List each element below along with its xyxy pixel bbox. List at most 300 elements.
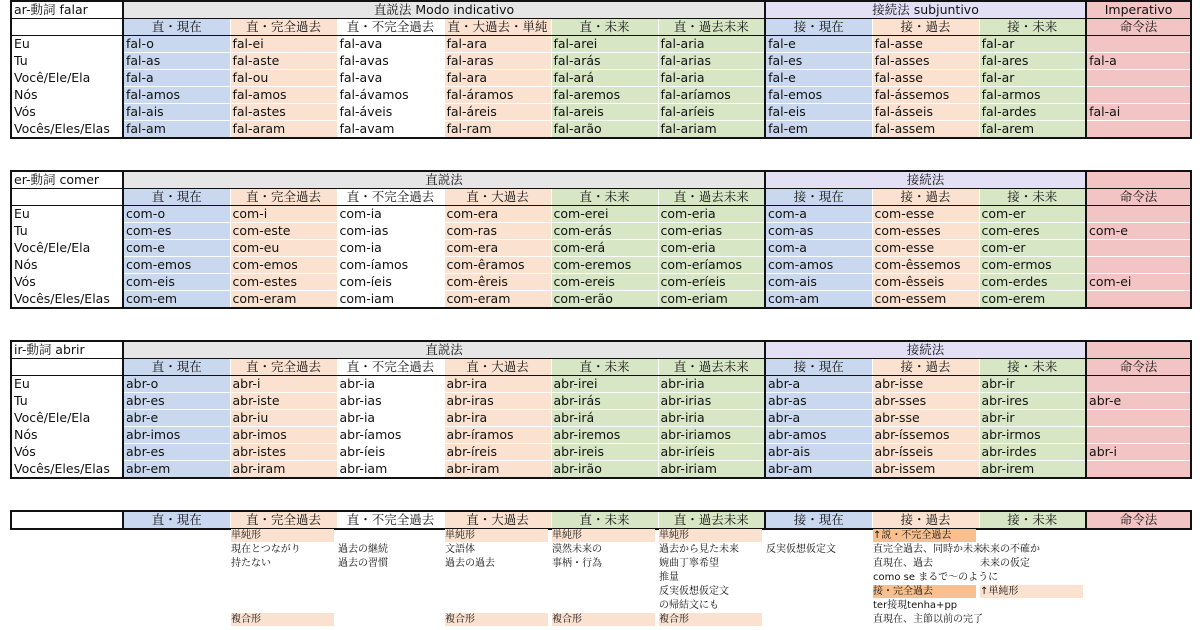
conjugation-cell: com-eria <box>658 240 765 257</box>
conjugation-cell <box>1086 461 1191 479</box>
tense-header: 接・過去 <box>872 19 979 36</box>
table-row <box>11 36 1191 53</box>
tense-header: 直・大過去 <box>444 359 551 376</box>
conjugation-cell: com-erem <box>979 291 1086 309</box>
usage-note: ↑説・不完全過去 <box>873 529 976 542</box>
tense-header: 直・不完全過去 <box>337 19 444 36</box>
conjugation-cell: abr-em <box>123 461 230 479</box>
conjugation-cell: abr-iste <box>230 393 337 410</box>
person-header-blank <box>11 189 123 206</box>
conjugation-cell: fal-aremos <box>551 87 658 104</box>
conjugation-cell: fal-asse <box>872 70 979 87</box>
conjugation-cell: fal-ar <box>979 36 1086 53</box>
conjugation-cell: com-emos <box>230 257 337 274</box>
usage-note: 過去の習慣 <box>338 558 388 569</box>
conjugation-cell: com-er <box>979 240 1086 257</box>
usage-note: 未来の仮定 <box>980 558 1030 569</box>
usage-note: 単純形 <box>552 529 655 542</box>
conjugation-cell: com-êssemos <box>872 257 979 274</box>
person-label: Nós <box>11 87 123 104</box>
imperative-header <box>1086 171 1191 189</box>
conjugation-cell: abr-irão <box>551 461 658 479</box>
conjugation-cell: abr-es <box>123 393 230 410</box>
conjugation-cell: com-esses <box>872 223 979 240</box>
table-row <box>11 240 1191 257</box>
conjugation-cell: fal-ássemos <box>872 87 979 104</box>
conjugation-cell: fal-ará <box>551 70 658 87</box>
conjugation-cell: com-erei <box>551 206 658 223</box>
person-label: Nós <box>11 257 123 274</box>
conjugation-cell: com-ras <box>444 223 551 240</box>
conjugation-cell: fal-am <box>123 121 230 139</box>
tense-header: 直・不完全過去 <box>337 189 444 206</box>
conjugation-cell: abr-ias <box>337 393 444 410</box>
tense-header: 直・現在 <box>123 19 230 36</box>
tense-header: 命令法 <box>1086 19 1191 36</box>
table-row <box>11 461 1191 479</box>
conjugation-cell: abr-iriam <box>658 461 765 479</box>
tense-header: 命令法 <box>1086 511 1191 529</box>
tense-header: 直・現在 <box>123 359 230 376</box>
table-row <box>11 444 1191 461</box>
conjugation-cell: fal-ariam <box>658 121 765 139</box>
conjugation-cell: abr-irem <box>979 461 1086 479</box>
conjugation-cell: fal-es <box>765 53 872 70</box>
person-label: Você/Ele/Ela <box>11 70 123 87</box>
conjugation-cell: fal-ei <box>230 36 337 53</box>
conjugation-cell: com-esse <box>872 240 979 257</box>
usage-note: ↑単純形 <box>980 585 1083 598</box>
conjugation-cell: com-era <box>444 206 551 223</box>
conjugation-cell: fal-ais <box>123 104 230 121</box>
usage-note: 反実仮想仮定文 <box>766 544 836 555</box>
conjugation-cell: fal-ávamos <box>337 87 444 104</box>
conjugation-cell: fal-áreis <box>444 104 551 121</box>
conjugation-cell: abr-íssemos <box>872 427 979 444</box>
tense-header: 接・現在 <box>765 189 872 206</box>
conjugation-cell <box>1086 121 1191 139</box>
conjugation-cell: com-a <box>765 206 872 223</box>
usage-note: 漠然未来の <box>552 544 602 555</box>
conjugation-cell: com-eram <box>444 291 551 309</box>
conjugation-cell: abr-iam <box>337 461 444 479</box>
tense-header: 接・未来 <box>979 511 1086 529</box>
conjugation-table-1 <box>10 0 1192 139</box>
conjugation-cell: abr-iria <box>658 410 765 427</box>
conjugation-cell: com-i <box>230 206 337 223</box>
conjugation-cell: abr-e <box>1086 393 1191 410</box>
indicative-header: 直説法 Modo indicativo <box>123 1 765 19</box>
conjugation-cell: abr-ia <box>337 410 444 427</box>
conjugation-cell: com-ia <box>337 240 444 257</box>
conjugation-cell: com-eremos <box>551 257 658 274</box>
conjugation-cell: com-eríeis <box>658 274 765 291</box>
usage-note: の帰結文にも <box>659 600 719 611</box>
conjugation-cell: com-es <box>123 223 230 240</box>
conjugation-cell: abr-íramos <box>444 427 551 444</box>
tense-header: 直・大過去 <box>444 189 551 206</box>
person-header-blank <box>11 19 123 36</box>
conjugation-cell: abr-ia <box>337 376 444 393</box>
tense-header: 直・未来 <box>551 511 658 529</box>
usage-note: como se まるで～のように <box>873 572 999 583</box>
conjugation-cell: com-erias <box>658 223 765 240</box>
conjugation-cell: com-amos <box>765 257 872 274</box>
conjugation-cell: com-íeis <box>337 274 444 291</box>
conjugation-table-2 <box>10 170 1192 309</box>
conjugation-cell: abr-am <box>765 461 872 479</box>
conjugation-cell: abr-irias <box>658 393 765 410</box>
conjugation-cell <box>1086 291 1191 309</box>
person-label: Eu <box>11 376 123 393</box>
person-label: Vós <box>11 444 123 461</box>
table-row <box>11 427 1191 444</box>
person-label: Eu <box>11 206 123 223</box>
conjugation-cell: abr-iria <box>658 376 765 393</box>
conjugation-cell: fal-asses <box>872 53 979 70</box>
person-header-blank <box>11 359 123 376</box>
conjugation-cell: abr-irdes <box>979 444 1086 461</box>
person-label: Tu <box>11 223 123 240</box>
usage-note: 複合形 <box>445 613 548 626</box>
conjugation-cell: fal-aste <box>230 53 337 70</box>
conjugation-cell: fal-o <box>123 36 230 53</box>
table-row <box>11 70 1191 87</box>
conjugation-cell: com-ia <box>337 206 444 223</box>
conjugation-cell: fal-armos <box>979 87 1086 104</box>
usage-note: 複合形 <box>231 613 334 626</box>
tense-header: 接・過去 <box>872 359 979 376</box>
usage-note: 反実仮想仮定文 <box>659 586 729 597</box>
indicative-header: 直説法 <box>123 341 765 359</box>
conjugation-cell: fal-aras <box>444 53 551 70</box>
tense-header: 直・大過去 <box>444 511 551 529</box>
person-label: Vocês/Eles/Elas <box>11 291 123 309</box>
conjugation-cell: fal-assem <box>872 121 979 139</box>
conjugation-cell: abr-irmos <box>979 427 1086 444</box>
conjugation-cell: abr-iu <box>230 410 337 427</box>
conjugation-cell: fal-e <box>765 70 872 87</box>
conjugation-cell: com-as <box>765 223 872 240</box>
conjugation-cell: fal-aram <box>230 121 337 139</box>
imperative-header <box>1086 341 1191 359</box>
conjugation-cell: fal-arei <box>551 36 658 53</box>
usage-note: 過去の過去 <box>445 558 495 569</box>
tense-header: 直・過去未来 <box>658 189 765 206</box>
conjugation-cell: abr-íeis <box>337 444 444 461</box>
conjugation-cell: com-iam <box>337 291 444 309</box>
person-label: Nós <box>11 427 123 444</box>
tense-header: 直・過去未来 <box>658 511 765 529</box>
conjugation-cell: com-esse <box>872 206 979 223</box>
table-row <box>11 393 1191 410</box>
table-row <box>11 291 1191 309</box>
conjugation-cell: fal-áramos <box>444 87 551 104</box>
conjugation-cell: abr-es <box>123 444 230 461</box>
conjugation-cell: abr-irá <box>551 410 658 427</box>
conjugation-cell: fal-avas <box>337 53 444 70</box>
conjugation-cell <box>1086 410 1191 427</box>
conjugation-cell: com-emos <box>123 257 230 274</box>
tense-header: 接・過去 <box>872 189 979 206</box>
conjugation-cell: fal-ava <box>337 70 444 87</box>
conjugation-cell: fal-emos <box>765 87 872 104</box>
conjugation-cell: com-êramos <box>444 257 551 274</box>
conjugation-cell: com-essem <box>872 291 979 309</box>
conjugation-cell: fal-ram <box>444 121 551 139</box>
tense-header: 接・未来 <box>979 19 1086 36</box>
conjugation-cell: fal-ardes <box>979 104 1086 121</box>
conjugation-cell: abr-as <box>765 393 872 410</box>
tense-header: 直・未来 <box>551 359 658 376</box>
usage-note: 推量 <box>659 572 679 583</box>
conjugation-cell: fal-ar <box>979 70 1086 87</box>
conjugation-cell: com-o <box>123 206 230 223</box>
tense-header: 直・完全過去 <box>230 189 337 206</box>
usage-note: 未来の不確か <box>980 544 1040 555</box>
table-title: er-動詞 comer <box>11 171 123 189</box>
conjugation-cell: fal-amos <box>123 87 230 104</box>
tense-header: 接・未来 <box>979 359 1086 376</box>
person-label: Vocês/Eles/Elas <box>11 121 123 139</box>
usage-note: 持たない <box>231 558 271 569</box>
table-title: ar-動詞 falar <box>11 1 123 19</box>
usage-note: 複合形 <box>552 613 655 626</box>
conjugation-cell: com-eres <box>979 223 1086 240</box>
person-label: Vós <box>11 104 123 121</box>
tense-header: 直・過去未来 <box>658 359 765 376</box>
subjunctive-header: 接続法 <box>765 341 1086 359</box>
conjugation-cell: abr-e <box>123 410 230 427</box>
conjugation-cell: abr-istes <box>230 444 337 461</box>
usage-note: 単純形 <box>659 529 762 542</box>
conjugation-cell: abr-sse <box>872 410 979 427</box>
conjugation-cell: fal-arem <box>979 121 1086 139</box>
person-label: Você/Ele/Ela <box>11 410 123 427</box>
conjugation-cell: fal-amos <box>230 87 337 104</box>
table-row <box>11 206 1191 223</box>
conjugation-cell: fal-ara <box>444 70 551 87</box>
conjugation-cell: fal-aríamos <box>658 87 765 104</box>
tense-header: 直・現在 <box>123 189 230 206</box>
usage-note: 単純形 <box>231 529 334 542</box>
conjugation-cell: abr-ísseis <box>872 444 979 461</box>
conjugation-cell: abr-ireis <box>551 444 658 461</box>
tense-header: 直・完全過去 <box>230 359 337 376</box>
conjugation-cell <box>1086 36 1191 53</box>
conjugation-cell: fal-aria <box>658 36 765 53</box>
table-row <box>11 274 1191 291</box>
conjugation-cell: fal-áveis <box>337 104 444 121</box>
conjugation-cell: abr-íreis <box>444 444 551 461</box>
tense-header: 直・大過去・単純 <box>444 19 551 36</box>
table-row <box>11 410 1191 427</box>
conjugation-cell: fal-ares <box>979 53 1086 70</box>
conjugation-cell: fal-ásseis <box>872 104 979 121</box>
conjugation-cell: com-ei <box>1086 274 1191 291</box>
conjugation-cell: com-este <box>230 223 337 240</box>
table-row <box>11 104 1191 121</box>
conjugation-cell <box>1086 87 1191 104</box>
conjugation-cell: com-eis <box>123 274 230 291</box>
person-label: Vós <box>11 274 123 291</box>
tense-header: 接・現在 <box>765 19 872 36</box>
imperative-header: Imperativo <box>1086 1 1191 19</box>
conjugation-cell: com-estes <box>230 274 337 291</box>
conjugation-cell: abr-i <box>230 376 337 393</box>
conjugation-cell: abr-ires <box>979 393 1086 410</box>
conjugation-cell: abr-iremos <box>551 427 658 444</box>
conjugation-cell: com-em <box>123 291 230 309</box>
conjugation-cell: com-am <box>765 291 872 309</box>
conjugation-cell <box>1086 376 1191 393</box>
conjugation-cell: abr-issem <box>872 461 979 479</box>
conjugation-cell: fal-arias <box>658 53 765 70</box>
conjugation-cell: abr-ira <box>444 376 551 393</box>
conjugation-cell <box>1086 70 1191 87</box>
conjugation-table-3 <box>10 340 1192 479</box>
conjugation-cell: com-eríamos <box>658 257 765 274</box>
conjugation-cell <box>1086 257 1191 274</box>
conjugation-cell: abr-ais <box>765 444 872 461</box>
conjugation-cell: com-eriam <box>658 291 765 309</box>
conjugation-cell: com-erá <box>551 240 658 257</box>
conjugation-cell: abr-i <box>1086 444 1191 461</box>
conjugation-cell: fal-aria <box>658 70 765 87</box>
subjunctive-header: 接続法 subjuntivo <box>765 1 1086 19</box>
conjugation-cell: abr-imos <box>230 427 337 444</box>
conjugation-cell: abr-ira <box>444 410 551 427</box>
conjugation-cell: com-erdes <box>979 274 1086 291</box>
tense-header: 直・過去未来 <box>658 19 765 36</box>
conjugation-cell: fal-aríeis <box>658 104 765 121</box>
conjugation-cell: fal-a <box>123 70 230 87</box>
person-label: Eu <box>11 36 123 53</box>
conjugation-cell: com-ermos <box>979 257 1086 274</box>
usage-note: 複合形 <box>659 613 762 626</box>
conjugation-cell: abr-iram <box>444 461 551 479</box>
conjugation-cell: fal-ara <box>444 36 551 53</box>
usage-note: 接・完全過去 <box>873 585 976 598</box>
conjugation-cell <box>1086 240 1191 257</box>
table-row <box>11 121 1191 139</box>
usage-note: 直完全過去、同時か未来 <box>873 544 983 555</box>
table-row <box>11 223 1191 240</box>
conjugation-cell: fal-arás <box>551 53 658 70</box>
conjugation-cell: fal-ou <box>230 70 337 87</box>
conjugation-cell: abr-iras <box>444 393 551 410</box>
tense-header: 直・現在 <box>123 511 230 529</box>
conjugation-cell <box>1086 427 1191 444</box>
conjugation-cell: fal-ava <box>337 36 444 53</box>
conjugation-cell: abr-a <box>765 410 872 427</box>
conjugation-cell: fal-eis <box>765 104 872 121</box>
conjugation-cell: fal-arão <box>551 121 658 139</box>
conjugation-cell: abr-íamos <box>337 427 444 444</box>
conjugation-cell: com-erás <box>551 223 658 240</box>
conjugation-cell: fal-avam <box>337 121 444 139</box>
legend-blank <box>11 511 123 529</box>
conjugation-cell: abr-irás <box>551 393 658 410</box>
conjugation-cell: com-eria <box>658 206 765 223</box>
conjugation-cell: abr-iríeis <box>658 444 765 461</box>
person-label: Tu <box>11 53 123 70</box>
usage-notes <box>10 529 1190 629</box>
conjugation-cell: com-er <box>979 206 1086 223</box>
conjugation-cell: com-ias <box>337 223 444 240</box>
indicative-header: 直説法 <box>123 171 765 189</box>
conjugation-cell: abr-sses <box>872 393 979 410</box>
tense-header: 接・現在 <box>765 359 872 376</box>
table-row <box>11 53 1191 70</box>
table-row <box>11 87 1191 104</box>
tense-header: 命令法 <box>1086 189 1191 206</box>
conjugation-cell: abr-ir <box>979 410 1086 427</box>
conjugation-cell: abr-iram <box>230 461 337 479</box>
usage-note: 事柄・行為 <box>552 558 602 569</box>
conjugation-cell: abr-amos <box>765 427 872 444</box>
tense-header: 命令法 <box>1086 359 1191 376</box>
tense-header: 直・未来 <box>551 19 658 36</box>
usage-note: 婉曲丁寧希望 <box>659 558 719 569</box>
tense-header: 直・未来 <box>551 189 658 206</box>
tense-header: 直・不完全過去 <box>337 359 444 376</box>
conjugation-cell: abr-ir <box>979 376 1086 393</box>
tense-header: 接・過去 <box>872 511 979 529</box>
conjugation-cell: com-eram <box>230 291 337 309</box>
tense-header: 直・完全過去 <box>230 511 337 529</box>
tense-header: 直・完全過去 <box>230 19 337 36</box>
usage-note: 過去の継続 <box>338 544 388 555</box>
table-title: ir-動詞 abrir <box>11 341 123 359</box>
conjugation-cell: com-era <box>444 240 551 257</box>
conjugation-cell: fal-asse <box>872 36 979 53</box>
table-row <box>11 257 1191 274</box>
conjugation-cell: fal-areis <box>551 104 658 121</box>
conjugation-cell: fal-e <box>765 36 872 53</box>
tense-header: 直・不完全過去 <box>337 511 444 529</box>
tense-header: 接・現在 <box>765 511 872 529</box>
usage-note: ter接現tenha+pp <box>873 600 958 611</box>
conjugation-cell: com-a <box>765 240 872 257</box>
tense-header: 接・未来 <box>979 189 1086 206</box>
conjugation-cell: com-ereis <box>551 274 658 291</box>
conjugation-cell: fal-as <box>123 53 230 70</box>
conjugation-cell: abr-a <box>765 376 872 393</box>
conjugation-cell: com-erão <box>551 291 658 309</box>
usage-note: 直現在、過去 <box>873 558 933 569</box>
conjugation-cell: com-íamos <box>337 257 444 274</box>
conjugation-cell: abr-imos <box>123 427 230 444</box>
usage-note: 単純形 <box>445 529 548 542</box>
conjugation-cell: com-e <box>123 240 230 257</box>
usage-note: 文語体 <box>445 544 475 555</box>
legend-header-table <box>10 510 1192 530</box>
conjugation-cell: fal-ai <box>1086 104 1191 121</box>
conjugation-cell: fal-astes <box>230 104 337 121</box>
conjugation-cell: com-êreis <box>444 274 551 291</box>
subjunctive-header: 接続法 <box>765 171 1086 189</box>
person-label: Você/Ele/Ela <box>11 240 123 257</box>
usage-note: 過去から見た未来 <box>659 544 739 555</box>
conjugation-cell: abr-isse <box>872 376 979 393</box>
conjugation-cell <box>1086 206 1191 223</box>
conjugation-cell: com-e <box>1086 223 1191 240</box>
table-row <box>11 376 1191 393</box>
person-label: Tu <box>11 393 123 410</box>
conjugation-cell: abr-irei <box>551 376 658 393</box>
conjugation-cell: com-ais <box>765 274 872 291</box>
